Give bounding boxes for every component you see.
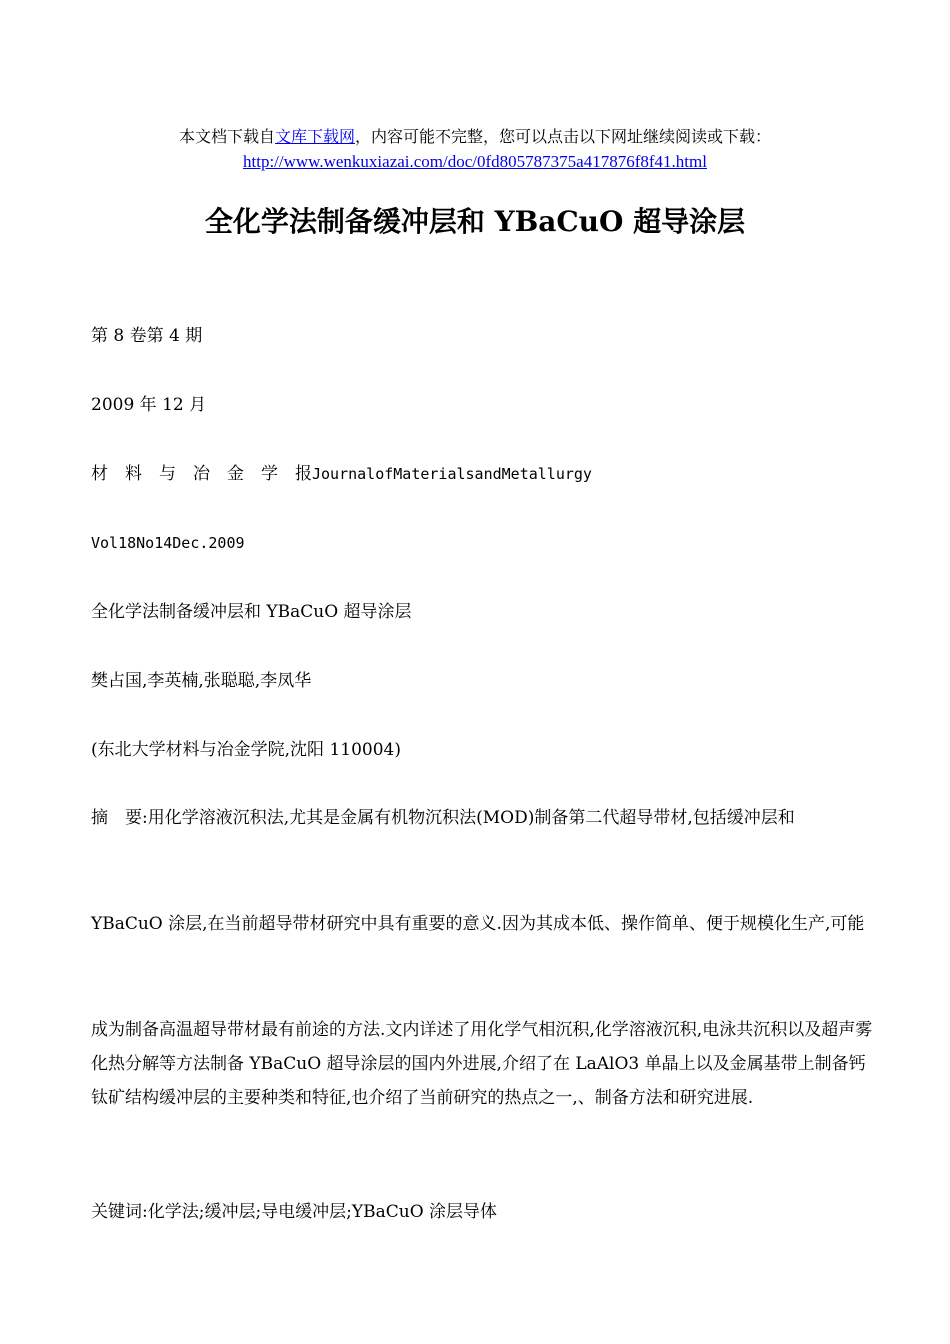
article-subtitle: 全化学法制备缓冲层和 YBaCuO 超导涂层 — [91, 602, 412, 622]
keywords: 关键词:化学法;缓冲层;导电缓冲层;YBaCuO 涂层导体 — [91, 1202, 498, 1222]
notice-suffix: ，内容可能不完整，您可以点击以下网址继续阅读或下载： — [355, 127, 772, 146]
notice-line — [0, 124, 950, 149]
download-notice — [0, 124, 950, 174]
document-title: 全化学法制备缓冲层和 YBaCuO 超导涂层 — [204, 205, 746, 238]
publication-date: 2009 年 12 月 — [91, 395, 207, 415]
volume-issue: 第 8 卷第 4 期 — [91, 326, 203, 346]
site-link[interactable]: 文库下载网 — [274, 127, 355, 146]
journal-name — [91, 457, 873, 491]
journal-name-cn: 材 料 与 冶 金 学 报 — [91, 464, 312, 484]
document-url-link[interactable]: http://www.wenkuxiazai.com/doc/0fd805787375a417876f8f41.html — [243, 152, 707, 171]
abstract-part-1: 摘 要:用化学溶液沉积法,尤其是金属有机物沉积法(MOD)制备第二代超导带材,包括缓冲层和 — [91, 808, 795, 828]
notice-prefix: 本文档下载自 — [178, 127, 275, 146]
abstract-part-2: YBaCuO 涂层,在当前超导带材研究中具有重要的意义.因为其成本低、操作简单、便于规模化生产,可能 — [91, 914, 865, 934]
affiliation: (东北大学材料与冶金学院,沈阳 110004) — [91, 740, 401, 760]
abstract-part-3: 成为制备高温超导带材最有前途的方法.文内详述了用化学气相沉积,化学溶液沉积,电泳共沉积以及超声雾化热分解等方法制备 YBaCuO 超导涂层的国内外进展,介绍了在 LaAlO3 单晶上以及金属基带上制备钙钛矿结构缓冲层的主要种类和特征,也介绍了当前研究的热点之一,、制备方法和研究进展. — [91, 1020, 873, 1108]
authors: 樊占国,李英楠,张聪聪,李凤华 — [91, 671, 312, 691]
volume-info: Vol18No14Dec.2009 — [91, 534, 245, 552]
journal-name-en: JournalofMaterialsandMetallurgy — [312, 465, 592, 483]
